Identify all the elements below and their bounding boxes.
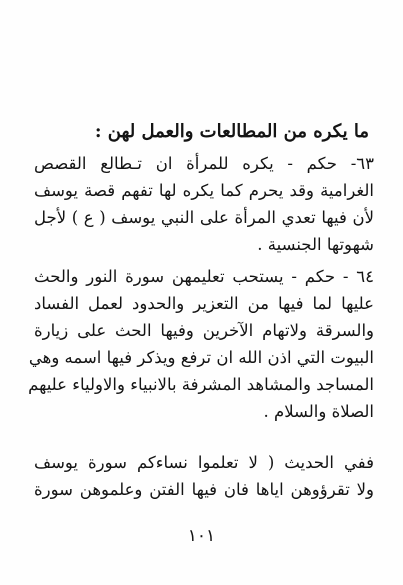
paragraph-line: ٦٣- حكم - يكره للمرأة ان تـطالع القصص bbox=[34, 154, 374, 173]
paragraph-line: عليها لما فيها من التعزير والحدود لعمل الفساد bbox=[34, 294, 374, 313]
paragraph-line: ولا تقرؤوهن اياها فان فيها الفتن وعلموهن سورة bbox=[34, 480, 374, 499]
paragraph-line: المساجد والمشاهد المشرفة بالانبياء والاولياء عليهم bbox=[28, 375, 374, 394]
paragraph-line: الصلاة والسلام . bbox=[263, 402, 374, 421]
section-heading: ما يكره من المطالعات والعمل لهن : bbox=[94, 121, 369, 142]
paragraph-line: لأن فيها تعدي المرأة على النبي يوسف ( ع ) لأجل bbox=[34, 208, 374, 227]
paragraph-hadith bbox=[34, 449, 374, 503]
paragraph-line: الغرامية وقد يحرم كما يكره لها تفهم قصة يوسف bbox=[34, 181, 374, 200]
paragraph-line: والسرقة ولاتهام الآخرين وفيها الحث على زيارة bbox=[34, 321, 374, 340]
paragraph-line: ففي الحديث ( لا تعلموا نساءكم سورة يوسف bbox=[34, 453, 374, 472]
paragraph-line: شهوتها الجنسية . bbox=[257, 235, 374, 254]
paragraph-63 bbox=[34, 150, 374, 258]
paragraph-line: البيوت التي اذن الله ان ترفع ويذكر فيها اسمه وهي bbox=[28, 348, 374, 367]
paragraph-line: ٦٤ - حكم - يستحب تعليمهن سورة النور والحث bbox=[34, 267, 374, 286]
page-number: ١٠١ bbox=[187, 526, 216, 546]
paragraph-64 bbox=[28, 263, 374, 425]
